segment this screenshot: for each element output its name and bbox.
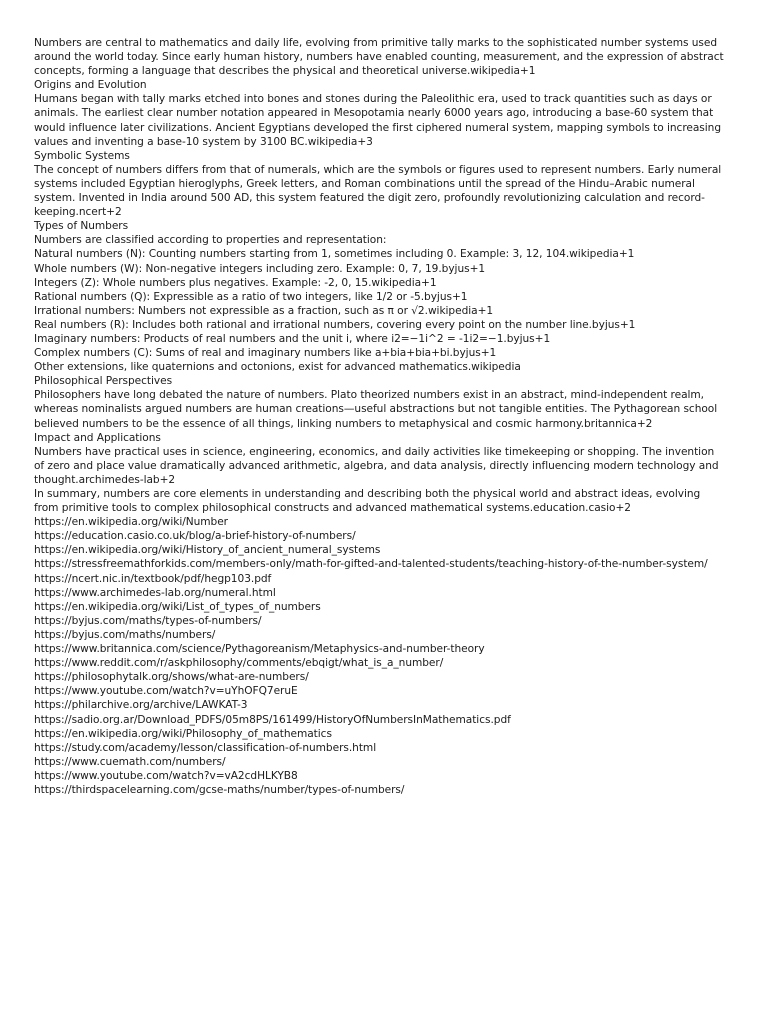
- type-item-whole: Whole numbers (W): Non-negative integers including zero. Example: 0, 7, 19.byjus+1: [34, 262, 486, 275]
- source-link[interactable]: https://ncert.nic.in/textbook/pdf/hegp103.pdf: [34, 572, 272, 585]
- intro-paragraph: Numbers are central to mathematics and daily life, evolving from primitive tally marks to the sophisticated number systems used around the world today. Since early human history, numbers have enabled counting, measurement, and the expression of abstract concepts, forming a language that describes the physical and theoretical universe.wikipedia+1: [34, 37, 727, 78]
- type-item-irrational: Irrational numbers: Numbers not expressible as a fraction, such as π or √2.wikipedia+1: [34, 304, 494, 317]
- source-link[interactable]: https://en.wikipedia.org/wiki/List_of_types_of_numbers: [34, 600, 321, 613]
- source-link[interactable]: https://education.casio.co.uk/blog/a-brief-history-of-numbers/: [34, 530, 356, 543]
- type-item-natural: Natural numbers (N): Counting numbers starting from 1, sometimes including 0. Example: 3, 12, 104.wikipedia+1: [34, 248, 635, 261]
- source-link[interactable]: https://www.youtube.com/watch?v=vA2cdHLKYB8: [34, 769, 298, 782]
- source-link[interactable]: https://study.com/academy/lesson/classification-of-numbers.html: [34, 741, 377, 754]
- type-item-real: Real numbers (R): Includes both rational and irrational numbers, covering every point on the number line.byjus+1: [34, 318, 636, 331]
- type-item-complex: Complex numbers (C): Sums of real and imaginary numbers like a+bia+bia+bi.byjus+1: [34, 347, 497, 360]
- philosophical-paragraph: Philosophers have long debated the nature of numbers. Plato theorized numbers exist in an abstract, mind-independent realm, whereas nominalists argued numbers are human creations—useful abstractions but not tangible entities. The Pythagorean school believed numbers to be the essence of all things, linking numbers to metaphysical and cosmic harmony.britannica+2: [34, 389, 721, 430]
- source-link[interactable]: https://byjus.com/maths/numbers/: [34, 628, 216, 641]
- source-link[interactable]: https://www.britannica.com/science/Pythagoreanism/Metaphysics-and-number-theory: [34, 643, 485, 656]
- impact-heading: Impact and Applications: [34, 431, 161, 444]
- source-link[interactable]: https://stressfreemathforkids.com/members-only/math-for-gifted-and-talented-students/teaching-history-of-the-number-system/: [34, 558, 708, 571]
- type-item-imaginary: Imaginary numbers: Products of real numbers and the unit i, where i2=−1i^2 = -1i2=−1.byjus+1: [34, 332, 551, 345]
- source-link[interactable]: https://en.wikipedia.org/wiki/Philosophy_of_mathematics: [34, 727, 332, 740]
- source-link[interactable]: https://www.cuemath.com/numbers/: [34, 755, 226, 768]
- document-page: [34, 36, 727, 797]
- type-item-rational: Rational numbers (Q): Expressible as a ratio of two integers, like 1/2 or -5.byjus+1: [34, 290, 468, 303]
- source-link[interactable]: https://www.youtube.com/watch?v=uYhOFQ7eruE: [34, 685, 298, 698]
- source-link[interactable]: https://www.archimedes-lab.org/numeral.html: [34, 586, 276, 599]
- philosophical-heading: Philosophical Perspectives: [34, 375, 173, 388]
- source-link[interactable]: https://en.wikipedia.org/wiki/History_of_ancient_numeral_systems: [34, 544, 381, 557]
- symbolic-heading: Symbolic Systems: [34, 149, 130, 162]
- source-link[interactable]: https://sadio.org.ar/Download_PDFS/05m8PS/161499/HistoryOfNumbersInMathematics.pdf: [34, 713, 511, 726]
- symbolic-paragraph: The concept of numbers differs from that of numerals, which are the symbols or figures used to represent numbers. Early numeral systems included Egyptian hieroglyphs, Greek letters, and Roman combinations until the spread of the Hindu–Arabic numeral system. Invented in India around 500 AD, this system featured the digit zero, profoundly revolutionizing calculation and record-keeping.ncert+2: [34, 163, 725, 219]
- source-link[interactable]: https://www.reddit.com/r/askphilosophy/comments/ebqigt/what_is_a_number/: [34, 657, 444, 670]
- source-link[interactable]: https://philosophytalk.org/shows/what-are-numbers/: [34, 671, 309, 684]
- origins-heading: Origins and Evolution: [34, 79, 147, 92]
- types-heading: Types of Numbers: [34, 220, 129, 233]
- source-link[interactable]: https://thirdspacelearning.com/gcse-maths/number/types-of-numbers/: [34, 783, 405, 796]
- source-link[interactable]: https://en.wikipedia.org/wiki/Number: [34, 516, 228, 529]
- source-link[interactable]: https://philarchive.org/archive/LAWKAT-3: [34, 699, 248, 712]
- origins-paragraph: Humans began with tally marks etched into bones and stones during the Paleolithic era, used to track quantities such as days or animals. The earliest clear number notation appeared in Mesopotamia nearly 6000 years ago, introducing a base-60 system that would influence later civilizations. Ancient Egyptians developed the first ciphered numeral system, mapping symbols to increasing values and inventing a base-10 system by 3100 BC.wikipedia+3: [34, 93, 725, 148]
- type-item-integers: Integers (Z): Whole numbers plus negatives. Example: -2, 0, 15.wikipedia+1: [34, 276, 437, 289]
- impact-paragraph: Numbers have practical uses in science, engineering, economics, and daily activities like timekeeping or shopping. The invention of zero and place value dramatically advanced arithmetic, algebra, and data analysis, directly influencing modern technology and thought.archimedes-lab+2: [34, 445, 722, 486]
- source-link[interactable]: https://byjus.com/maths/types-of-numbers/: [34, 614, 262, 627]
- type-item-other: Other extensions, like quaternions and octonions, exist for advanced mathematics.wikipedia: [34, 361, 521, 374]
- summary-paragraph: In summary, numbers are core elements in understanding and describing both the physical world and abstract ideas, evolving from primitive tools to complex philosophical constructs and advanced mathematical systems.education.casio+2: [34, 488, 704, 515]
- types-intro: Numbers are classified according to properties and representation:: [34, 234, 387, 247]
